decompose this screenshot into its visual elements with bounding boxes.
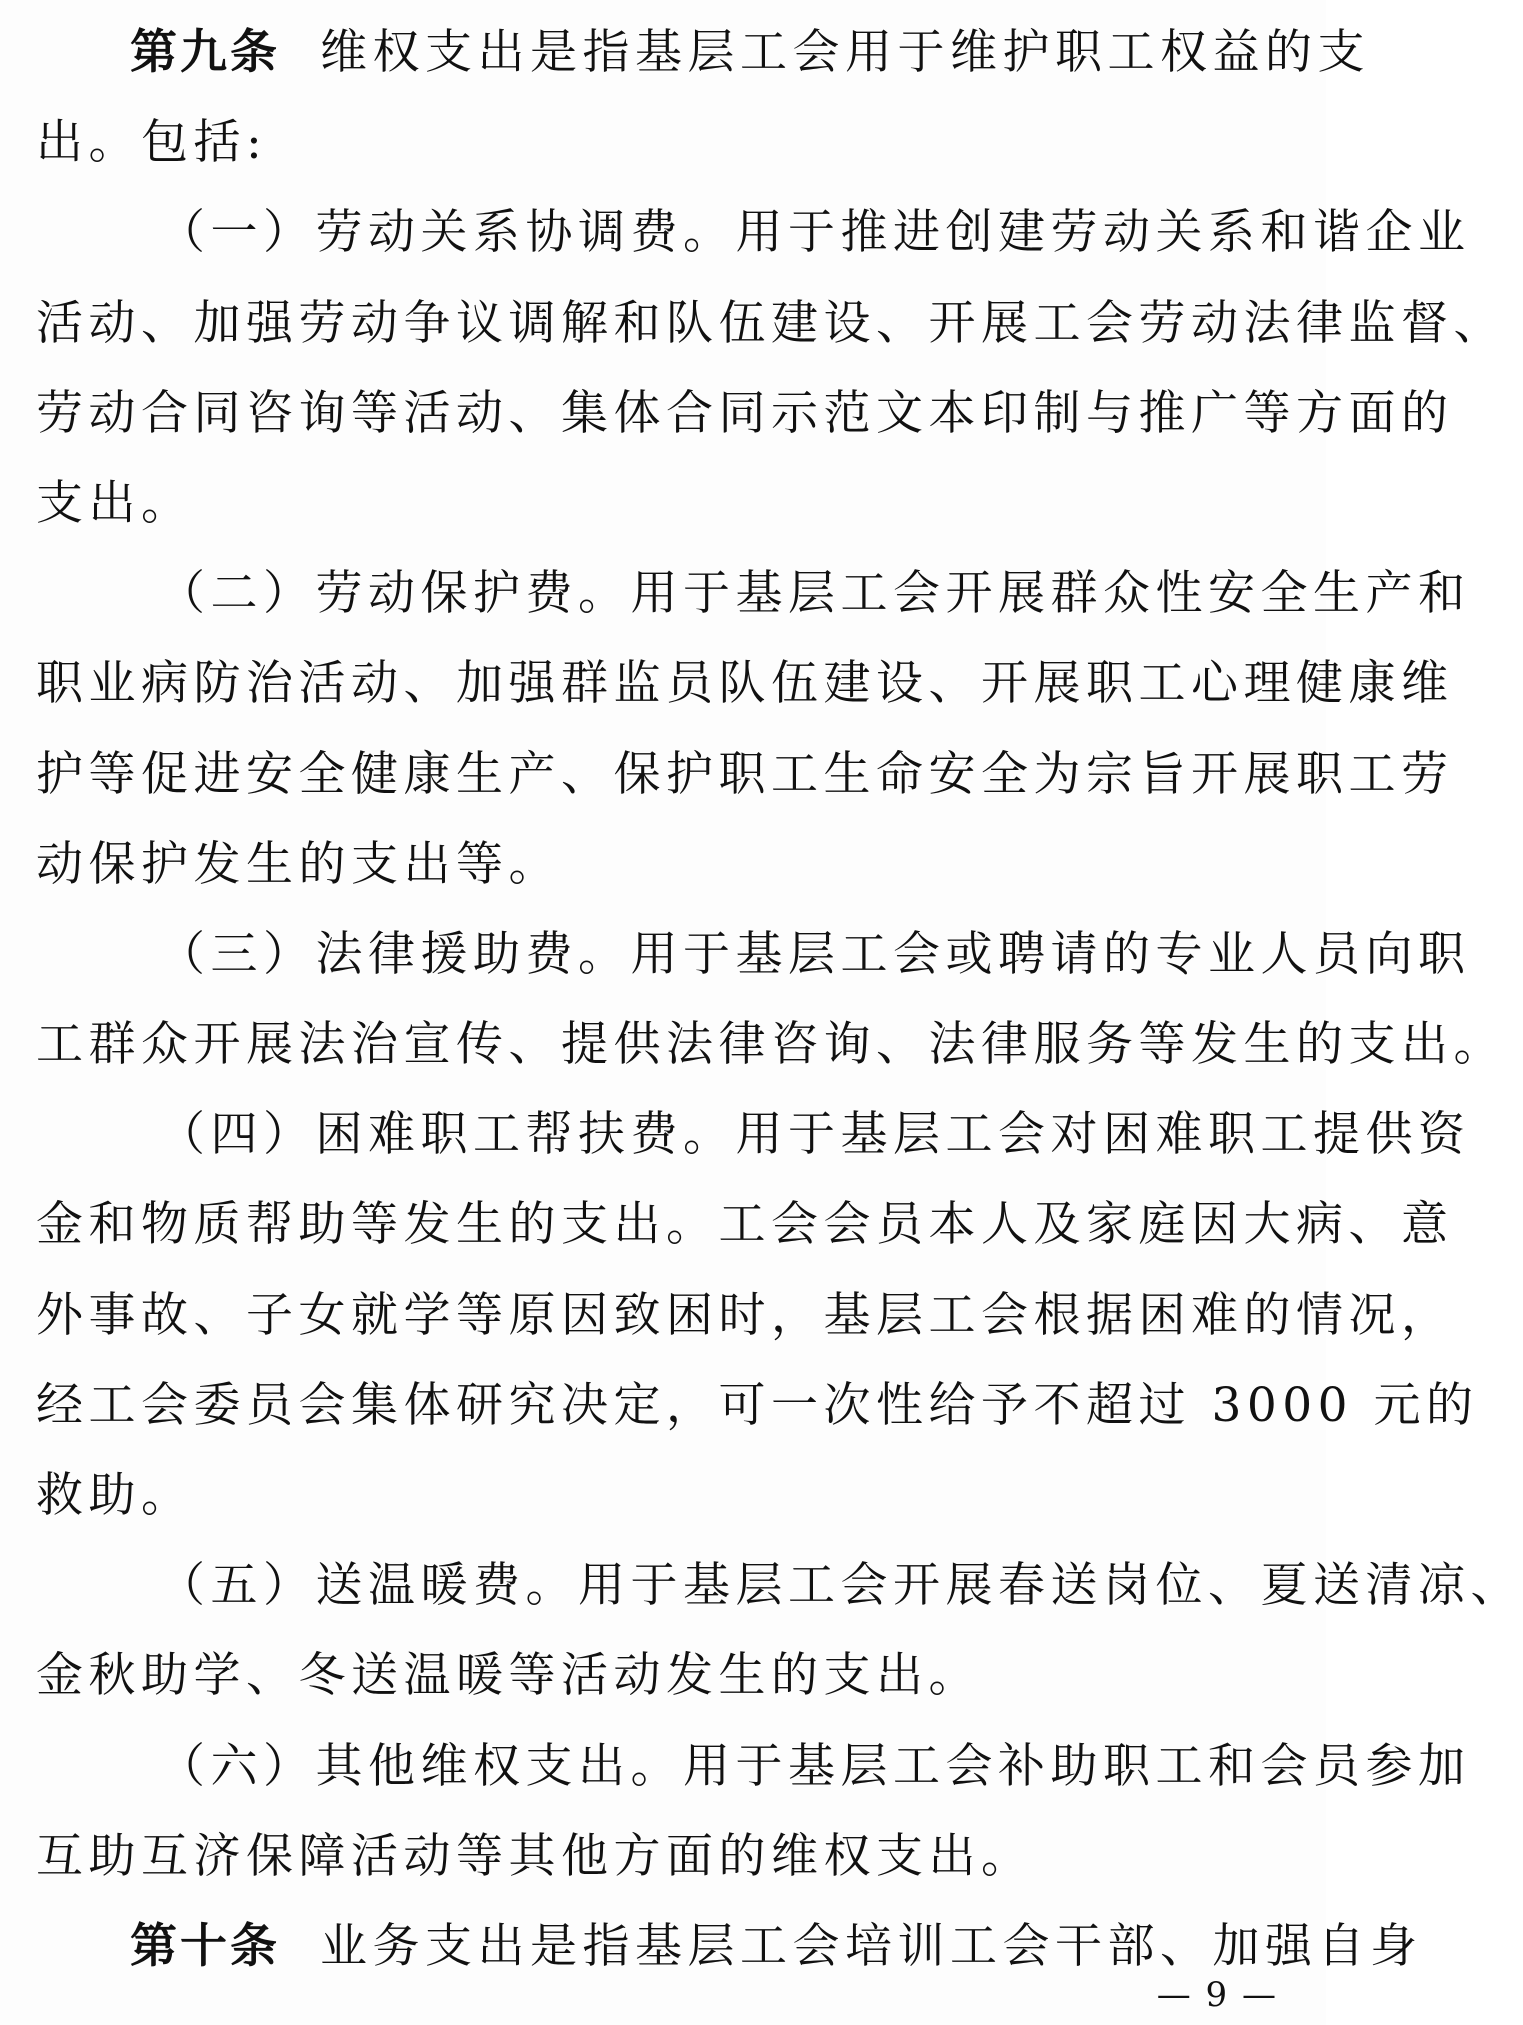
item-2-line: （二）劳动保护费。用于基层工会开展群众性安全生产和 bbox=[158, 566, 1471, 622]
paragraph-text: 维权支出是指基层工会用于维护职工权益的支 bbox=[320, 25, 1370, 80]
item-5-line: （五）送温暖费。用于基层工会开展春送岗位、夏送清凉、 bbox=[158, 1558, 1523, 1614]
paragraph-text: 业务支出是指基层工会培训工会干部、加强自身 bbox=[320, 1918, 1423, 1974]
paragraph-line: 出。包括: bbox=[36, 115, 268, 171]
page-number: — 9 — bbox=[1156, 1975, 1278, 2015]
paragraph-line: 互助互济保障活动等其他方面的维权支出。 bbox=[36, 1828, 1034, 1884]
paragraph-line: 救助。 bbox=[36, 1468, 194, 1523]
item-1-line: （一）劳动关系协调费。用于推进创建劳动关系和谐企业 bbox=[158, 205, 1471, 261]
paragraph-line: 工群众开展法治宣传、提供法律咨询、法律服务等发生的支出。 bbox=[36, 1017, 1506, 1073]
item-6-line: （六）其他维权支出。用于基层工会补助职工和会员参加 bbox=[158, 1738, 1471, 1794]
paragraph-line: 经工会委员会集体研究决定，可一次性给予不超过 3000 元的 bbox=[36, 1377, 1479, 1433]
article-10-first-line bbox=[36, 1902, 1423, 1992]
paragraph-line: 护等促进安全健康生产、保护职工生命安全为宗旨开展职工劳 bbox=[36, 746, 1454, 802]
paragraph-line: 动保护发生的支出等。 bbox=[36, 836, 561, 892]
paragraph-line: 金和物质帮助等发生的支出。工会会员本人及家庭因大病、意 bbox=[36, 1197, 1454, 1253]
article-9-label: 第九条 bbox=[130, 25, 280, 80]
item-4-line: （四）困难职工帮扶费。用于基层工会对困难职工提供资 bbox=[158, 1107, 1471, 1163]
article-10-label: 第十条 bbox=[130, 1918, 280, 1974]
paragraph-line: 劳动合同咨询等活动、集体合同示范文本印制与推广等方面的 bbox=[36, 385, 1454, 441]
paragraph-line: 支出。 bbox=[36, 475, 194, 531]
paragraph-line: 职业病防治活动、加强群监员队伍建设、开展职工心理健康维 bbox=[36, 656, 1454, 712]
body-text bbox=[36, 8, 1523, 1992]
paragraph-line: 活动、加强劳动争议调解和队伍建设、开展工会劳动法律监督、 bbox=[36, 295, 1506, 351]
item-3-line: （三）法律援助费。用于基层工会或聘请的专业人员向职 bbox=[158, 926, 1471, 982]
paragraph-line: 金秋助学、冬送温暖等活动发生的支出。 bbox=[36, 1648, 981, 1704]
paragraph-line: 外事故、子女就学等原因致困时，基层工会根据困难的情况， bbox=[36, 1287, 1454, 1343]
article-9-first-line bbox=[36, 8, 1370, 98]
